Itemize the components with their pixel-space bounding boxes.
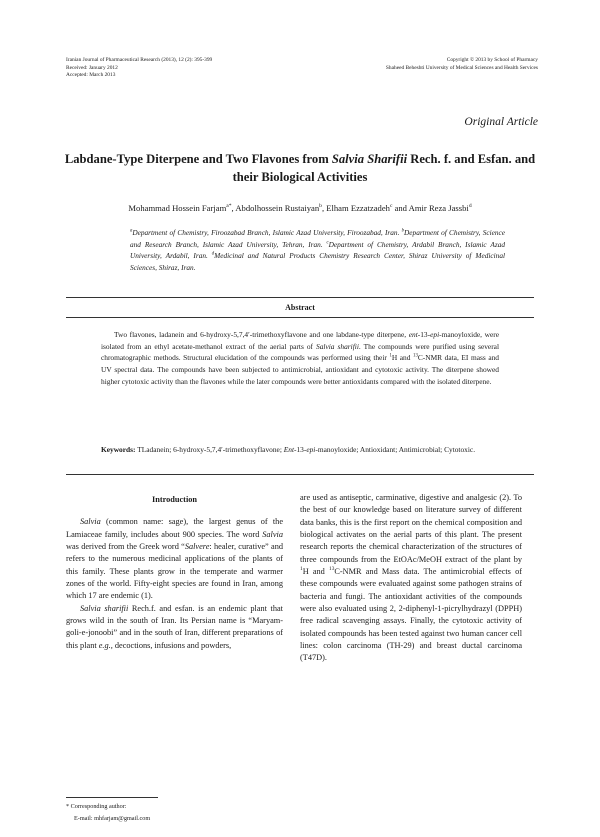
intro-italic: Salvia bbox=[262, 529, 283, 539]
affiliations bbox=[130, 227, 505, 273]
keywords-label: Keywords: bbox=[101, 445, 136, 454]
right-column bbox=[300, 492, 522, 665]
author-name: Mohammad Hossein Farjam bbox=[128, 203, 227, 213]
affiliation-mark: c bbox=[326, 240, 329, 246]
intro-run: : healer, curative” and refers to the numerous medicinal applications of the plants of this family. These plants grow in the temperate and warmer zones of the world. Fifty-eight species are found in Iran, among which 17 are endemic (1). bbox=[66, 542, 283, 601]
intro-italic: Salvere bbox=[184, 542, 210, 552]
abstract-run: Two flavones, ladanein and 6-hydroxy-5,7,4′-trimethoxyflavone and one labdane-type diterpene, bbox=[114, 330, 409, 339]
abstract-run: H and bbox=[391, 353, 414, 363]
affiliation-mark: a bbox=[130, 228, 133, 234]
keywords-run: -manoyloxide; Antioxidant; Antimicrobial; Cytotoxic. bbox=[315, 445, 476, 454]
corresponding-author-label: * Corresponding author: bbox=[66, 803, 127, 810]
author-mark: d bbox=[468, 203, 472, 210]
keywords-run-italic: Ent bbox=[283, 445, 294, 454]
journal-citation: Iranian Journal of Pharmaceutical Research (2013), 12 (2): 395-399 bbox=[66, 57, 213, 63]
copyright-line: Copyright © 2013 by School of Pharmacy bbox=[446, 57, 538, 63]
affiliation-text: Department of Chemistry, Firoozabad Branch, Islamic Azad University, Firoozabad, Iran. bbox=[132, 228, 400, 237]
abstract-top-rule bbox=[66, 297, 534, 298]
author-sep: and bbox=[392, 203, 409, 213]
title-part-2: Rech. f. and Esfan. and their Biological Activities bbox=[232, 152, 536, 184]
footnote bbox=[66, 801, 150, 825]
intro-italic: e.g., bbox=[98, 640, 113, 650]
abstract-sup: 1 bbox=[389, 353, 392, 359]
accepted-date: Accepted: March 2013 bbox=[66, 72, 116, 79]
affiliation-text: Department of Chemistry, Science and Research Branch, Islamic Azad University, Tehran, Iran. bbox=[130, 228, 506, 249]
article-type: Original Article bbox=[464, 116, 538, 128]
affiliation-mark: b bbox=[401, 228, 405, 234]
author-list bbox=[60, 203, 540, 213]
intro-run: H and bbox=[302, 567, 329, 577]
author-mark: b bbox=[319, 203, 322, 210]
journal-header-right bbox=[386, 57, 538, 72]
abstract-run-italic: epi bbox=[430, 330, 440, 339]
left-column bbox=[66, 494, 283, 652]
abstract-run: -13- bbox=[417, 330, 431, 339]
abstract-run: -manoyloxide, were isolated from an ethyl acetate-methanol extract of the aerial parts of bbox=[101, 330, 499, 351]
author-mark: c bbox=[389, 203, 393, 210]
intro-run: are used as antiseptic, carminative, digestive and analgesic (2). To the best of our knowledge based on literature survey of different data banks, this is the first report on the chemical composition and biological activates on the aerial parts of this plant. The present research reports the chemical characterization of the structures of three compounds from the EtOAc/MeOH extract of the plant by bbox=[300, 493, 522, 564]
author-sep: , bbox=[321, 203, 327, 213]
publisher-line: Shaheed Beheshti University of Medical Sciences and Health Services bbox=[385, 64, 538, 71]
intro-sup: 1 bbox=[300, 566, 303, 573]
keywords-bottom-rule bbox=[66, 474, 534, 475]
affiliation-mark: d bbox=[211, 251, 215, 257]
abstract-heading: Abstract bbox=[285, 303, 315, 312]
author-sep: , bbox=[231, 203, 236, 213]
intro-run: C-NMR and Mass data. The antimicrobial effects of these compounds were evaluated against some pathogen strains of bacteria and fungi. The antioxidant activities of the compounds were also evaluated using 2, 2-diphenyl-1-picrylhydrazyl (DPPH) free radical scavenging assays. Finally, the cytotoxic activity of isolated compounds has been tested against two human cancer cell lines: colon carcinoma (TH-29) and breast ductal carcinoma (T47D). bbox=[300, 567, 522, 663]
intro-sup: 13 bbox=[329, 566, 335, 573]
abstract-species: Salvia sharifii bbox=[316, 341, 359, 351]
introduction-heading: Introduction bbox=[151, 495, 198, 504]
abstract-run: C-NMR data, EI mass and UV spectral data. The compounds have been subjected to antimicrobial, antioxidant and cytotoxic activity. The diterpene showed higher cytotoxic activity than the flavones while the later compounds were better antioxidants compared with the isolated diterpene. bbox=[101, 353, 499, 386]
author-mark: a* bbox=[226, 203, 232, 210]
intro-paragraph-2 bbox=[66, 603, 283, 652]
affiliation-text: Department of Chemistry, Ardabil Branch, Islamic Azad University, Ardabil, Iran. bbox=[130, 239, 506, 261]
title-part-1: Labdane-Type Diterpene and Two Flavones from bbox=[64, 152, 332, 166]
intro-run: decoctions, infusions and powders, bbox=[112, 640, 232, 650]
abstract-heading-rule bbox=[66, 317, 534, 318]
abstract-run: . The compounds were purified using several chromatographic methods. Structural elucidation of the compounds was performed using their bbox=[101, 341, 499, 363]
corresponding-email: E-mail: mhfarjam@gmail.com bbox=[74, 815, 151, 822]
abstract-sup: 13 bbox=[413, 353, 418, 359]
intro-italic: Salvia sharifii bbox=[80, 603, 129, 613]
paper-title bbox=[60, 150, 540, 186]
title-species: Salvia Sharifii bbox=[331, 152, 408, 166]
intro-run: (common name: sage), the largest genus of the Lamiaceae family, includes about 900 species. The word bbox=[66, 517, 283, 539]
intro-run: Rech.f. and esfan. is an endemic plant that grows wild in the south of Iran. Its Persian name is “Maryam-goli-e-jonoobi” and in the south of Iran, different preparations of this plant bbox=[66, 603, 283, 650]
abstract-run-italic: ent bbox=[408, 330, 418, 339]
keywords-run: -13- bbox=[294, 445, 307, 454]
keywords-run-italic: epi bbox=[306, 445, 316, 454]
intro-italic: Salvia bbox=[80, 517, 101, 527]
affiliation-text: Medicinal and Natural Products Chemistry Research Center, Shiraz University of Medicinal Sciences, Shiraz, Iran. bbox=[130, 251, 505, 272]
abstract-text bbox=[101, 329, 499, 388]
keywords bbox=[101, 444, 499, 456]
footnote-rule bbox=[66, 797, 158, 798]
journal-header-left bbox=[66, 57, 212, 80]
received-date: Received: January 2012 bbox=[66, 64, 118, 71]
intro-run: was derived from the Greek word “ bbox=[66, 542, 185, 552]
author-name: Abdolhossein Rustaiyan bbox=[235, 203, 320, 213]
author-name: Amir Reza Jassbi bbox=[408, 203, 469, 213]
keywords-run: TLadanein; 6-hydroxy-5,7,4′-trimethoxyflavone; bbox=[135, 445, 284, 454]
author-name: Elham Ezzatzadeh bbox=[326, 203, 390, 213]
intro-paragraph-3 bbox=[300, 492, 522, 665]
intro-paragraph-1 bbox=[66, 516, 283, 602]
